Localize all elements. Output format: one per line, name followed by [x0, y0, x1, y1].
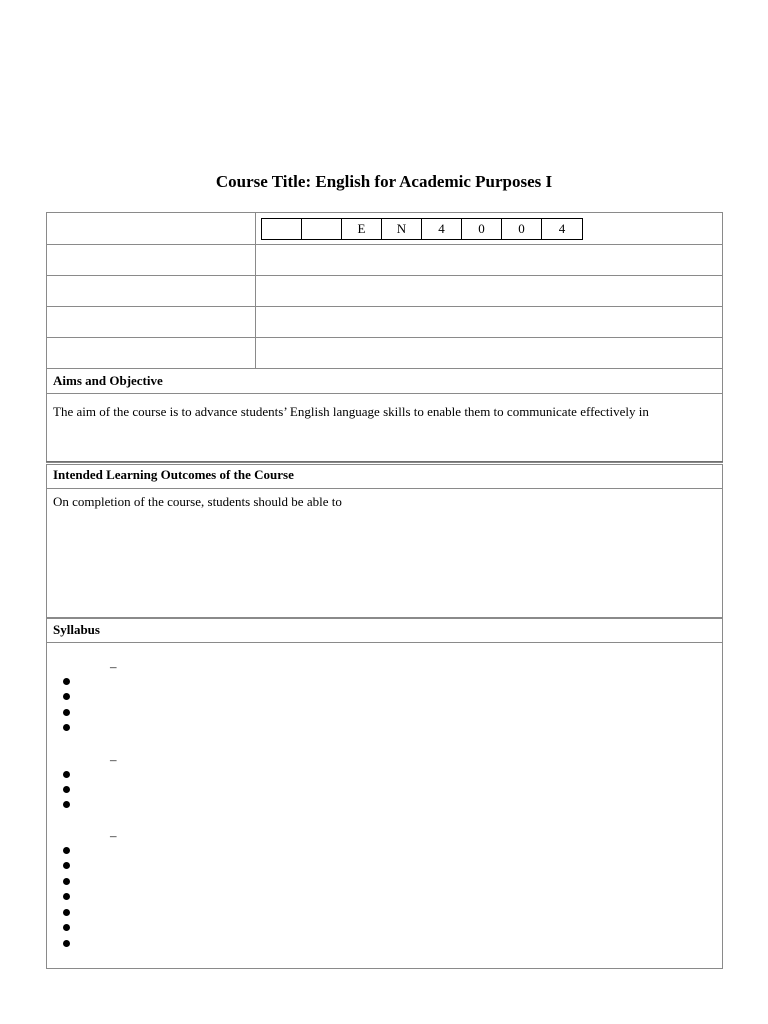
info-row-separator — [46, 275, 723, 276]
outcomes-text: On completion of the course, students should be able to — [53, 494, 342, 509]
outcomes-heading: Intended Learning Outcomes of the Course — [53, 467, 294, 482]
bullet-point — [63, 909, 70, 916]
course-code-boxes — [261, 218, 583, 240]
info-row-separator — [46, 306, 723, 307]
syllabus-group-dash: – — [110, 752, 117, 767]
info-row-separator — [46, 337, 723, 338]
bullet-point — [63, 709, 70, 716]
bullet-point — [63, 924, 70, 931]
syllabus-heading: Syllabus — [53, 622, 100, 637]
bullet-point — [63, 693, 70, 700]
info-row-separator — [46, 244, 723, 245]
bullet-point — [63, 678, 70, 685]
course-code-cell — [262, 219, 302, 239]
bullet-point — [63, 771, 70, 778]
section-double-rule — [46, 461, 723, 462]
course-info-divider — [255, 212, 256, 369]
aims-heading-divider — [46, 393, 723, 394]
aims-heading: Aims and Objective — [53, 373, 163, 388]
syllabus-section — [46, 618, 723, 969]
bullet-point — [63, 893, 70, 900]
syllabus-heading-divider — [46, 642, 723, 643]
page-title: Course Title: English for Academic Purposes I — [215, 172, 553, 191]
syllabus-group-dash: – — [110, 659, 117, 674]
bullet-point — [63, 878, 70, 885]
bullet-point — [63, 862, 70, 869]
course-code-cell: 4 — [422, 219, 462, 239]
aims-text: The aim of the course is to advance students’ English language skills to enable them to communicate effectively in — [53, 404, 649, 419]
course-code-cell: 4 — [558, 221, 566, 236]
bullet-point — [63, 724, 70, 731]
course-code-cell: E — [342, 219, 382, 239]
course-code-cell: 0 — [462, 219, 502, 239]
bullet-point — [63, 801, 70, 808]
syllabus-group-dash: – — [110, 828, 117, 843]
bullet-point — [63, 940, 70, 947]
outcomes-heading-divider — [46, 488, 723, 489]
course-code-cell: 0 — [502, 219, 542, 239]
bullet-point — [63, 847, 70, 854]
course-code-cell — [302, 219, 342, 239]
bullet-point — [63, 786, 70, 793]
course-code-cell: N — [382, 219, 422, 239]
